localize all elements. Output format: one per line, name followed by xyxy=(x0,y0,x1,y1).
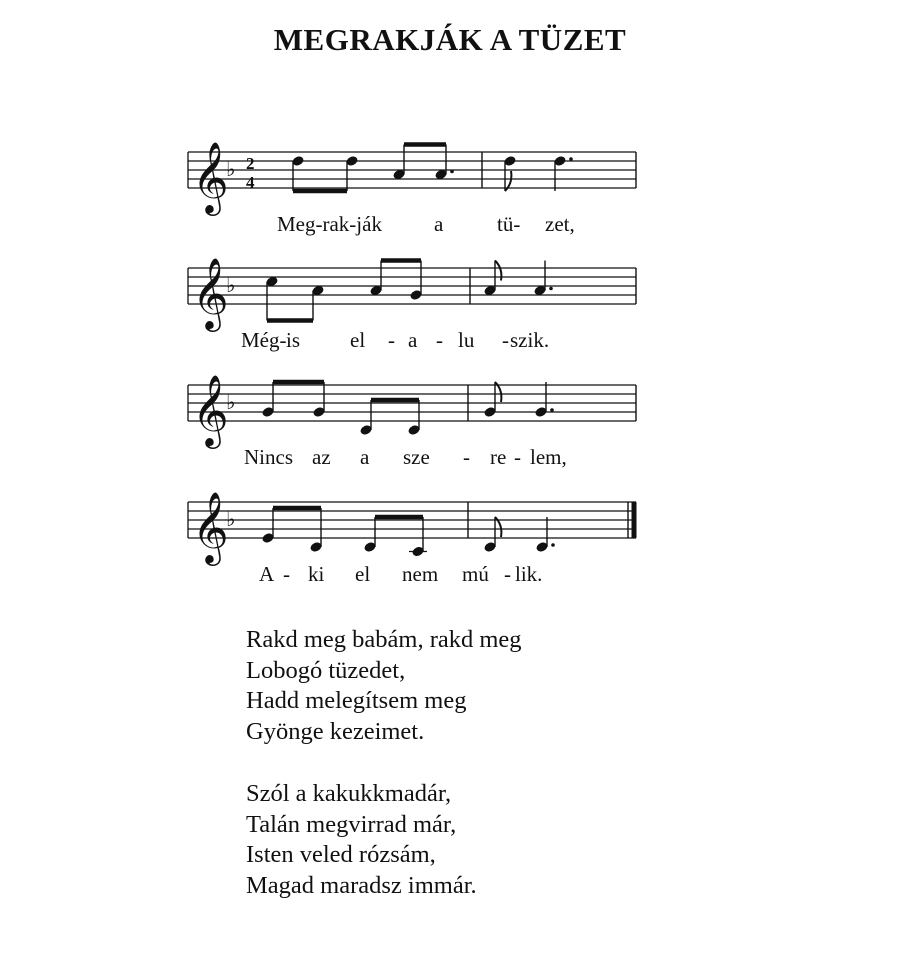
lyric-syllable: - xyxy=(463,445,470,469)
flat-icon: ♭ xyxy=(226,157,236,181)
treble-clef-icon: 𝄞 xyxy=(192,256,229,329)
lyric-syllable: Meg-rak-ják xyxy=(277,212,382,236)
flat-icon: ♭ xyxy=(226,507,236,531)
lyric-syllable: mú xyxy=(462,562,489,586)
verse-line: Magad maradsz immár. xyxy=(246,871,477,899)
lyric-syllable: is xyxy=(286,328,301,352)
treble-clef-icon: 𝄞 xyxy=(192,373,229,446)
lyric-syllable: el xyxy=(355,562,371,586)
lyric-syllable: a xyxy=(408,328,418,352)
lyric-syllable: A xyxy=(259,562,275,586)
lyric-syllable: lik. xyxy=(515,562,543,586)
verse-line: Lobogó tüzedet, xyxy=(246,656,406,684)
verse-line: Rakd meg babám, rakd meg xyxy=(246,626,522,653)
flat-icon: ♭ xyxy=(226,390,236,414)
verse-line: Hadd melegítsem meg xyxy=(246,687,467,714)
lyric-syllable: ki xyxy=(308,562,325,586)
time-signature-bottom: 4 xyxy=(246,173,255,192)
lyric-syllable: szik. xyxy=(510,328,550,352)
verse-line: Gyönge kezeimet. xyxy=(246,717,425,745)
lyric-syllable: el xyxy=(350,328,366,352)
verses xyxy=(246,625,522,933)
lyric-syllable: - xyxy=(283,562,290,586)
lyric-syllable: a xyxy=(360,445,370,469)
lyric-syllable: re xyxy=(490,445,507,469)
lyric-syllable: tü- xyxy=(497,212,521,236)
dot xyxy=(551,543,555,547)
verse-line: Talán megvirrad már, xyxy=(246,810,457,838)
verse-line: Szól a kakukkmadár, xyxy=(246,780,452,807)
lyric-syllable: a xyxy=(434,212,444,236)
lyric-syllable: lem, xyxy=(530,445,567,469)
lyric-syllable: - xyxy=(436,328,443,352)
treble-clef-icon: 𝄞 xyxy=(192,490,229,563)
song-title: MEGRAKJÁK A TÜZET xyxy=(273,22,627,57)
lyric-syllable: lu xyxy=(458,328,475,352)
verse-line: Isten veled rózsám, xyxy=(246,841,436,868)
treble-clef-icon: 𝄞 xyxy=(192,140,229,213)
lyric-syllable: - xyxy=(514,445,521,469)
dot xyxy=(550,408,554,412)
lyric-syllable: sze xyxy=(403,445,430,469)
stanza-2 xyxy=(246,779,522,901)
lyric-syllable: zet, xyxy=(545,212,575,236)
lyric-syllable: - xyxy=(504,562,511,586)
dot xyxy=(569,157,573,161)
lyric-syllable: - xyxy=(502,328,509,352)
dot xyxy=(450,170,454,174)
stanza-1 xyxy=(246,625,522,747)
flat-icon: ♭ xyxy=(226,273,236,297)
lyric-syllable: az xyxy=(312,445,331,469)
lyric-syllable: - xyxy=(388,328,395,352)
time-signature-top: 2 xyxy=(246,154,255,173)
lyric-syllable: nem xyxy=(402,562,439,586)
dot xyxy=(549,287,553,291)
lyric-syllable: Még- xyxy=(241,328,287,352)
lyric-syllable: Nincs xyxy=(244,445,293,469)
